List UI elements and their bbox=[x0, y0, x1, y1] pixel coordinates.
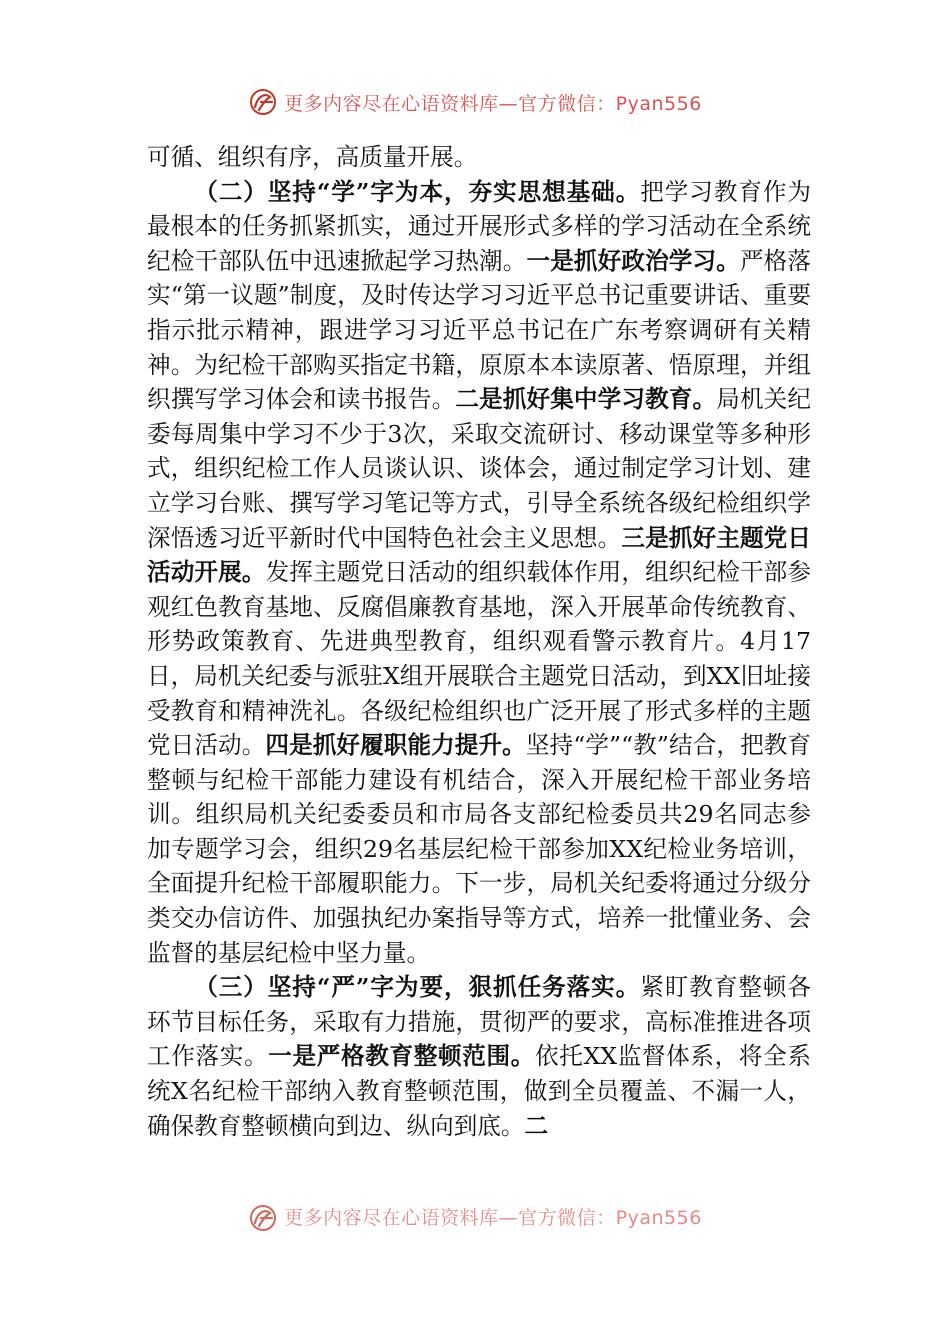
signature-logo-icon bbox=[248, 1203, 278, 1231]
text-segment: 紧盯教育整顿各环节目标任务，采取有力措施，贯彻严的要求，高标准推进各项工作落实。 bbox=[147, 973, 812, 1071]
point-heading: 四是抓好履职能力提升。 bbox=[265, 731, 526, 760]
point-heading: 二 bbox=[524, 1111, 549, 1140]
text-segment: 把学习教育作为最根本的任务抓紧抓实，通过开展形式多样的学习活动在全系统纪检干部队伍中迅速掀起学习热潮。 bbox=[147, 177, 812, 275]
text-segment: 依托XX监督体系，将全系统X名纪检干部纳入教育整顿范围，做到全员覆盖、不漏一人，确保教育整顿横向到边、纵向到底。 bbox=[147, 1042, 812, 1140]
section-heading: （二）坚持“学”字为本，夯实思想基础。 bbox=[194, 177, 641, 206]
point-heading: 二是抓好集中学习教育。 bbox=[455, 385, 717, 414]
document-body bbox=[147, 140, 811, 1143]
point-heading: 三是抓好主题党日活动开展。 bbox=[147, 523, 811, 587]
paragraph bbox=[147, 140, 811, 175]
header-banner-text: 更多内容尽在心语资料库—官方微信：Pyan556 bbox=[284, 92, 702, 115]
text-segment: 发挥主题党日活动的组织载体作用，组织纪检干部参观红色教育基地、反腐倡廉教育基地，深入开展革命传统教育、形势政策教育、先进典型教育，组织观看警示教育片。4月17日，局机关纪委与派驻X组开展联合主题党日活动，到XX旧址接受教育和精神洗礼。各级纪检组织也广泛开展了形式多样的主题党日活动。 bbox=[147, 558, 811, 760]
text-segment: 局机关纪委每周集中学习不少于3次，采取交流研讨、移动课堂等多种形式，组织纪检工作人员谈认识、谈体会，通过制定学习计划、建立学习台账、撰写学习笔记等方式，引导全系统各级纪检组织学深悟透习近平新时代中国特色社会主义思想。 bbox=[147, 385, 811, 552]
signature-logo-icon bbox=[248, 87, 278, 117]
text-segment: 坚持“学”“教”结合，把教育整顿与纪检干部能力建设有机结合，深入开展纪检干部业务培训。组织局机关纪委委员和市局各支部纪检委员共29名同志参加专题学习会，组织29名基层纪检干部参加XX纪检业务培训，全面提升纪检干部履职能力。下一步，局机关纪委将通过分级分类交办信访件、加强执纪办案指导等方式，培养一批懂业务、会监督的基层纪检中坚力量。 bbox=[147, 731, 812, 967]
paragraph bbox=[147, 175, 811, 971]
point-heading: 一是抓好政治学习。 bbox=[526, 246, 740, 275]
footer-banner bbox=[0, 1203, 950, 1231]
paragraph bbox=[147, 970, 811, 1143]
footer-banner-text: 更多内容尽在心语资料库—官方微信：Pyan556 bbox=[284, 1207, 702, 1229]
text-segment: 严格落实“第一议题”制度，及时传达学习习近平总书记重要讲话、重要指示批示精神，跟进学习习近平总书记在广东考察调研有关精神。为纪检干部购买指定书籍，原原本本读原著、悟原理，并组织撰写学习体会和读书报告。 bbox=[147, 246, 811, 414]
point-heading: 一是严格教育整顿范围。 bbox=[268, 1042, 535, 1071]
header-banner bbox=[0, 82, 950, 122]
section-heading: （三）坚持“严”字为要，狠抓任务落实。 bbox=[194, 973, 641, 1002]
text-segment: 可循、组织有序，高质量开展。 bbox=[147, 143, 478, 171]
